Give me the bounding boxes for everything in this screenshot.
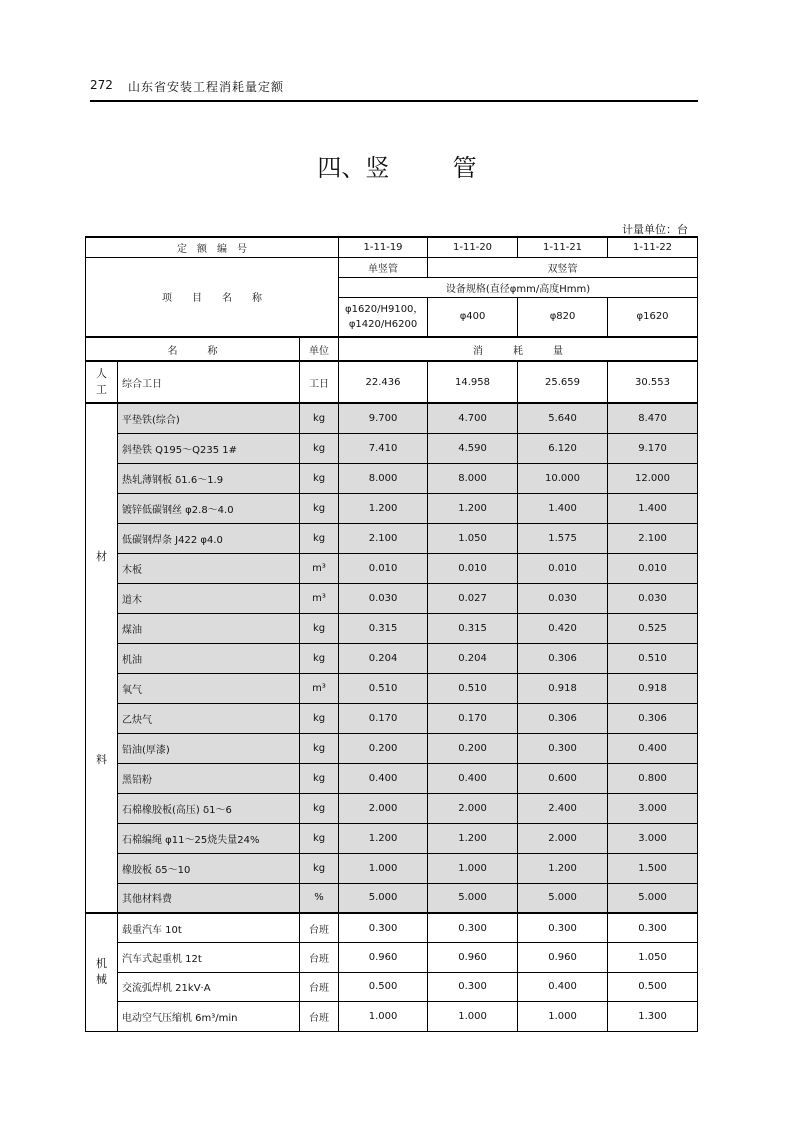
name-column-header: 名 称 [86,337,300,361]
table-row [86,703,698,733]
item-value: 3.000 [608,823,698,853]
item-value: 0.300 [518,733,608,763]
item-value: 0.306 [518,643,608,673]
section-title-part2: 管 [452,154,477,182]
item-unit: 台班 [300,1002,339,1032]
item-value: 0.170 [339,703,428,733]
item-unit: kg [300,463,339,493]
item-unit: kg [300,643,339,673]
item-value: 2.000 [339,793,428,823]
item-unit: m³ [300,553,339,583]
item-value: 1.000 [339,1002,428,1032]
item-name: 载重汽车 10t [118,913,300,943]
item-name: 橡胶板 δ5～10 [118,853,300,883]
page-number: 272 [90,78,113,92]
item-value: 0.525 [608,613,698,643]
table-row [86,943,698,973]
item-value: 0.010 [518,553,608,583]
item-value: 0.010 [428,553,518,583]
book-title: 山东省安装工程消耗量定额 [128,80,285,94]
item-name: 道木 [118,583,300,613]
item-name: 铅油(厚漆) [118,733,300,763]
item-value: 0.306 [608,703,698,733]
item-value: 0.918 [518,673,608,703]
table-row [86,853,698,883]
table-row [86,583,698,613]
item-value: 2.100 [608,523,698,553]
item-value: 0.300 [339,913,428,943]
category-char: 料 [96,752,107,766]
double-pipe-header: 双竖管 [428,257,698,277]
table-row [86,733,698,763]
category-char: 工 [96,383,107,396]
item-unit: 工日 [300,361,339,403]
quota-table [85,236,698,1032]
item-unit: kg [300,613,339,643]
machinery-category [86,913,118,1031]
item-value: 2.400 [518,793,608,823]
item-name: 热轧薄钢板 δ1.6～1.9 [118,463,300,493]
spec-cell: φ1620 [608,297,698,337]
item-name: 综合工日 [118,361,300,403]
item-name: 汽车式起重机 12t [118,943,300,973]
item-unit: kg [300,793,339,823]
item-value: 1.050 [428,523,518,553]
code-cell: 1-11-22 [608,237,698,257]
item-name: 镀锌低碳钢丝 φ2.8～4.0 [118,493,300,523]
item-value: 1.400 [518,493,608,523]
item-value: 2.100 [339,523,428,553]
item-value: 1.200 [339,823,428,853]
item-value: 0.400 [608,733,698,763]
item-value: 0.010 [339,553,428,583]
item-name: 氧气 [118,673,300,703]
code-cell: 1-11-20 [428,237,518,257]
item-value: 25.659 [518,361,608,403]
category-char: 械 [96,973,107,987]
table-row [86,643,698,673]
item-value: 0.030 [518,583,608,613]
item-value: 0.510 [608,643,698,673]
item-value: 0.960 [518,943,608,973]
item-value: 1.200 [518,853,608,883]
item-value: 10.000 [518,463,608,493]
table-row [86,523,698,553]
table-row [86,553,698,583]
item-value: 1.200 [428,823,518,853]
item-name: 煤油 [118,613,300,643]
table-row [86,463,698,493]
item-unit: m³ [300,583,339,613]
item-value: 1.050 [608,943,698,973]
item-value: 9.700 [339,403,428,433]
item-value: 0.027 [428,583,518,613]
item-value: 5.000 [518,883,608,913]
single-pipe-header: 单竖管 [339,257,428,277]
category-char: 机 [96,957,107,971]
item-value: 0.200 [339,733,428,763]
item-value: 0.918 [608,673,698,703]
section-title [0,148,794,183]
item-name: 乙炔气 [118,703,300,733]
item-unit: kg [300,823,339,853]
item-unit: kg [300,733,339,763]
item-value: 0.300 [518,913,608,943]
item-unit: kg [300,763,339,793]
table-row [86,1002,698,1032]
unit-column-header: 单位 [300,337,339,361]
item-value: 14.958 [428,361,518,403]
item-value: 0.600 [518,763,608,793]
item-value: 6.120 [518,433,608,463]
table-row [86,763,698,793]
item-value: 0.500 [339,972,428,1002]
item-name: 黑铅粉 [118,763,300,793]
item-value: 0.030 [339,583,428,613]
item-value: 12.000 [608,463,698,493]
item-value: 1.500 [608,853,698,883]
item-unit: kg [300,523,339,553]
item-value: 22.436 [339,361,428,403]
table-row [86,823,698,853]
item-value: 0.306 [518,703,608,733]
item-value: 8.470 [608,403,698,433]
item-value: 1.400 [608,493,698,523]
item-value: 0.300 [428,972,518,1002]
item-value: 0.030 [608,583,698,613]
item-value: 0.500 [608,972,698,1002]
item-value: 0.170 [428,703,518,733]
item-value: 0.510 [428,673,518,703]
unit-note: 计量单位：台 [622,223,688,236]
item-name: 其他材料费 [118,883,300,913]
table-row [86,493,698,523]
item-name: 石棉编绳 φ11～25烧失量24% [118,823,300,853]
item-value: 0.400 [428,763,518,793]
table-row [86,673,698,703]
item-value: 30.553 [608,361,698,403]
table-row [86,403,698,433]
spec-label: 设备规格(直径φmm/高度Hmm) [339,277,698,297]
consumption-column-header: 消 耗 量 [339,337,698,361]
item-value: 1.200 [428,493,518,523]
item-value: 9.170 [608,433,698,463]
item-value: 1.000 [428,1002,518,1032]
item-value: 0.300 [428,913,518,943]
item-name-label: 项 目 名 称 [86,257,339,337]
item-name: 斜垫铁 Q195～Q235 1# [118,433,300,463]
item-value: 0.960 [339,943,428,973]
item-name: 木板 [118,553,300,583]
table-row [86,433,698,463]
item-value: 8.000 [339,463,428,493]
item-value: 0.300 [608,913,698,943]
table-row [86,972,698,1002]
spec-cell: φ820 [518,297,608,337]
item-name: 平垫铁(综合) [118,403,300,433]
item-unit: kg [300,493,339,523]
item-name: 电动空气压缩机 6m³/min [118,1002,300,1032]
item-value: 0.400 [339,763,428,793]
item-value: 4.590 [428,433,518,463]
page-header [90,74,698,102]
item-value: 5.000 [339,883,428,913]
item-value: 0.200 [428,733,518,763]
item-value: 2.000 [518,823,608,853]
item-value: 1.000 [518,1002,608,1032]
item-value: 0.315 [339,613,428,643]
item-value: 0.800 [608,763,698,793]
item-value: 0.204 [339,643,428,673]
item-value: 1.300 [608,1002,698,1032]
item-value: 4.700 [428,403,518,433]
item-value: 0.010 [608,553,698,583]
item-value: 1.200 [339,493,428,523]
labor-category [86,361,118,403]
item-unit: 台班 [300,972,339,1002]
code-label: 定 额 编 号 [86,237,339,257]
item-unit: % [300,883,339,913]
item-value: 1.000 [339,853,428,883]
item-unit: kg [300,433,339,463]
table-row [86,613,698,643]
item-value: 0.204 [428,643,518,673]
item-unit: m³ [300,673,339,703]
code-cell: 1-11-19 [339,237,428,257]
category-char: 人 [96,367,107,380]
item-name: 交流弧焊机 21kV·A [118,972,300,1002]
item-value: 8.000 [428,463,518,493]
item-value: 0.510 [339,673,428,703]
item-unit: kg [300,853,339,883]
item-value: 5.000 [428,883,518,913]
spec-cell: φ1620/H9100，φ1420/H6200 [339,297,428,337]
item-value: 5.000 [608,883,698,913]
item-value: 3.000 [608,793,698,823]
item-value: 2.000 [428,793,518,823]
item-name: 低碳钢焊条 J422 φ4.0 [118,523,300,553]
item-name: 石棉橡胶板(高压) δ1～6 [118,793,300,823]
table-row [86,793,698,823]
item-unit: kg [300,403,339,433]
table-row [86,883,698,913]
item-value: 7.410 [339,433,428,463]
item-value: 1.575 [518,523,608,553]
item-unit: kg [300,703,339,733]
code-cell: 1-11-21 [518,237,608,257]
item-value: 0.315 [428,613,518,643]
item-value: 1.000 [428,853,518,883]
table-row [86,913,698,943]
table-row [86,361,698,403]
item-name: 机油 [118,643,300,673]
section-title-part1: 四、竖 [317,154,390,182]
item-unit: 台班 [300,913,339,943]
item-unit: 台班 [300,943,339,973]
item-value: 0.960 [428,943,518,973]
category-char: 材 [96,549,107,563]
item-value: 5.640 [518,403,608,433]
spec-cell: φ400 [428,297,518,337]
materials-category [86,403,118,913]
item-value: 0.420 [518,613,608,643]
item-value: 0.400 [518,972,608,1002]
